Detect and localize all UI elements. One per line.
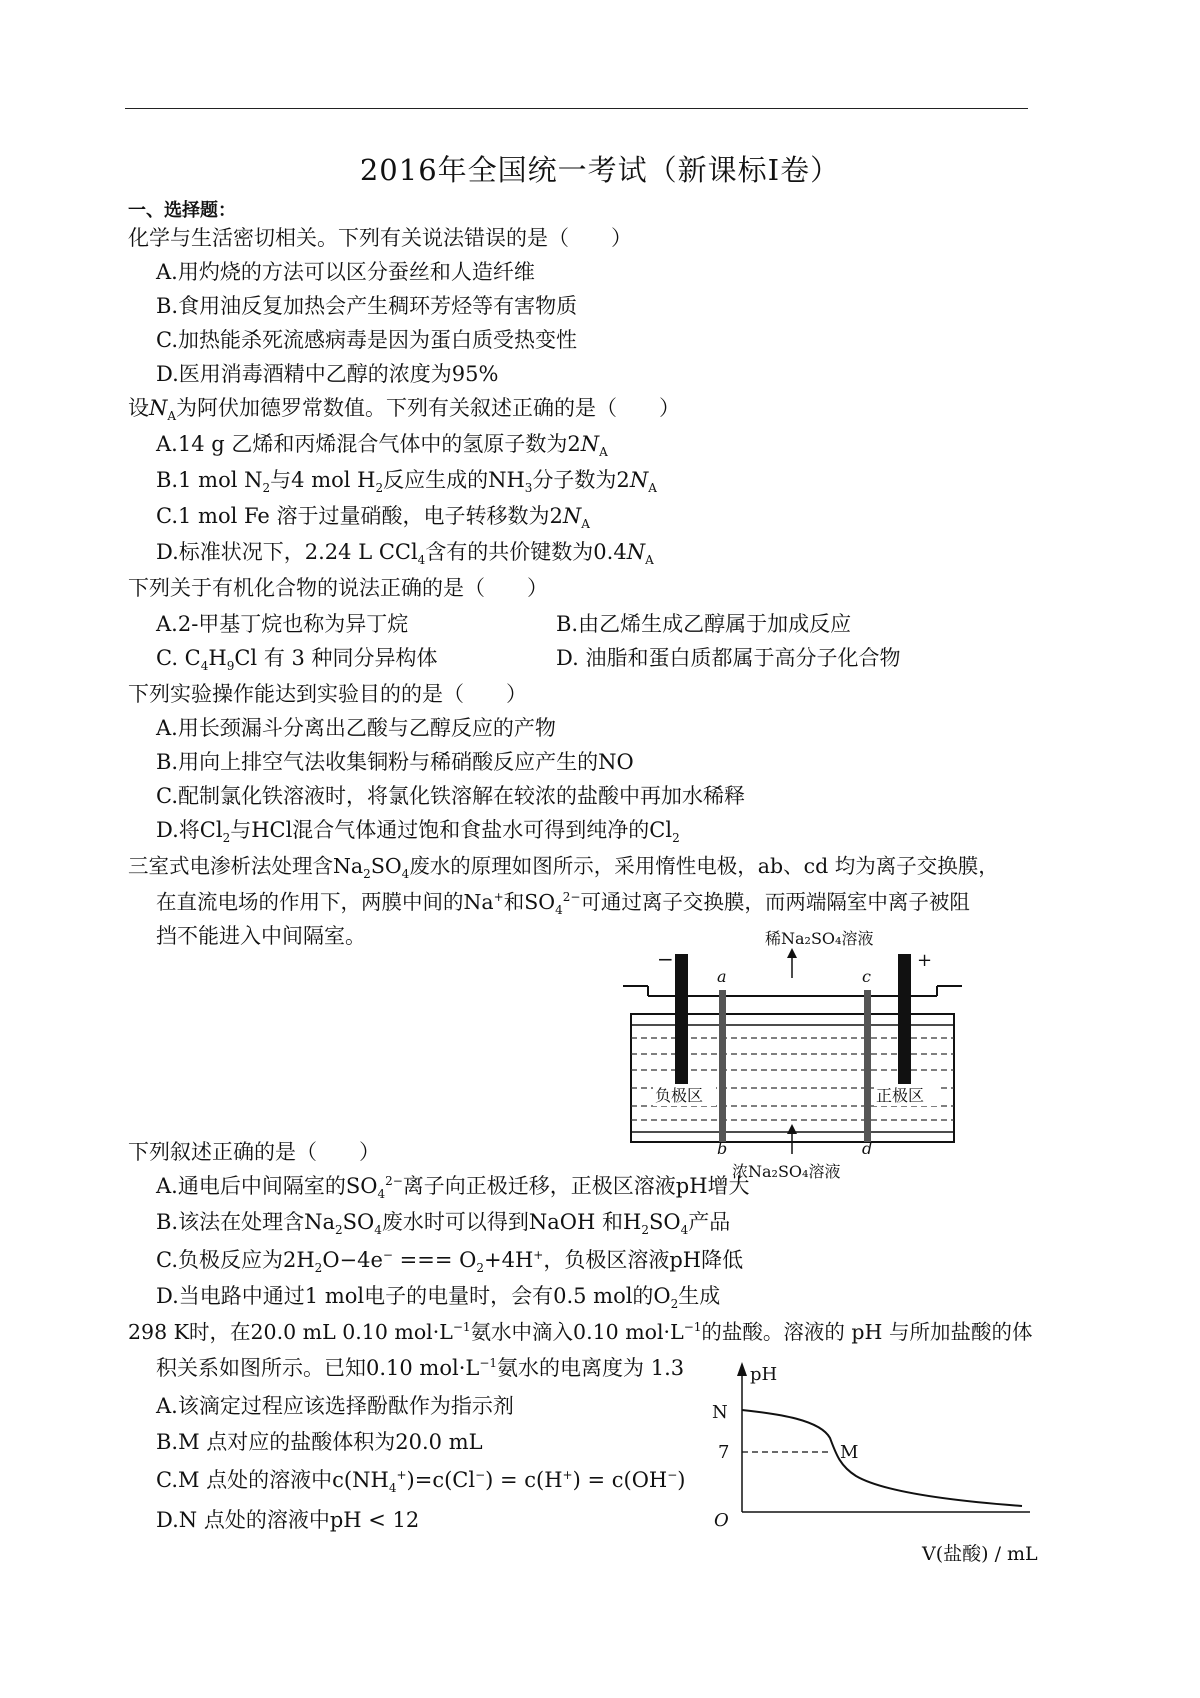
- q2-stem: 设$N_A$为阿伏加德罗常数值。下列有关叙述正确的是（ ）: [128, 396, 681, 424]
- membrane-b-label: b: [717, 1139, 728, 1156]
- top-rule: [125, 108, 1028, 109]
- page-title: 2016年全国统一考试（新课标I卷）: [359, 153, 841, 187]
- q6-option-c: C.M 点处的溶液中$c(NH_4^+)=c(Cl^-) = c(H^+) = c(OH^-)$: [156, 1468, 686, 1496]
- q3-option-c: C. $C_4H_9Cl$ 有 3 种同分异构体: [156, 646, 438, 674]
- x-axis-label: V(盐酸) / mL: [922, 1543, 1038, 1565]
- q6-stem-line2: 积关系如图所示。已知0.10 $mol\cdot L^{-1}$氨水的电离度为 1.3: [156, 1356, 685, 1380]
- q5-option-c: C.负极反应为$2H_2O-4e^-$ === $O_2+4H^+$，负极区溶液pH降低: [156, 1248, 744, 1276]
- q4-option-b: B.用向上排空气法收集铜粉与稀硝酸反应产生的NO: [156, 750, 634, 774]
- titration-graph: [700, 1358, 1060, 1558]
- n-point-label: N: [712, 1402, 728, 1423]
- q1-option-d: D.医用消毒酒精中乙醇的浓度为95%: [156, 362, 499, 386]
- titration-curve: [742, 1410, 1022, 1506]
- diagram-top-label: 稀Na₂SO₄溶液: [765, 929, 874, 948]
- q3-option-b: B.由乙烯生成乙醇属于加成反应: [556, 612, 852, 636]
- q1-stem: 化学与生活密切相关。下列有关说法错误的是（ ）: [128, 226, 632, 250]
- q5-option-d: D.当电路中通过1 mol电子的电量时，会有0.5 mol的$O_2$生成: [156, 1284, 721, 1312]
- q5-option-a: A.通电后中间隔室的$SO_4^{2-}$离子向正极迁移，正极区溶液pH增大: [156, 1174, 750, 1202]
- q5-stem-line1: 三室式电渗析法处理含$Na_2SO_4$废水的原理如图所示，采用惰性电极，ab、cd 均为离子交换膜，: [128, 854, 999, 882]
- q5-stem-line3: 挡不能进入中间隔室。: [156, 924, 366, 948]
- membrane-c-label: c: [862, 967, 871, 986]
- q4-option-d: D.将$Cl_2$与HCl混合气体通过饱和食盐水可得到纯净的$Cl_2$: [156, 818, 680, 846]
- origin-label: O: [714, 1510, 729, 1531]
- q4-stem: 下列实验操作能达到实验目的的是（ ）: [128, 682, 527, 706]
- q2-option-a: A.14 g 乙烯和丙烯混合气体中的氢原子数为$2N_A$: [156, 432, 608, 460]
- diagram-plus-sign: +: [917, 950, 933, 971]
- positive-zone-label: 正极区: [876, 1086, 925, 1105]
- q6-option-a: A.该滴定过程应该选择酚酞作为指示剂: [156, 1394, 514, 1418]
- electrodialysis-diagram: [615, 928, 970, 1156]
- membrane-a-label: a: [717, 967, 727, 986]
- diagram-minus-sign: −: [657, 947, 674, 971]
- q2-option-c: C.1 mol Fe 溶于过量硝酸，电子转移数为$2N_A$: [156, 504, 590, 532]
- q3-stem: 下列关于有机化合物的说法正确的是（ ）: [128, 576, 548, 600]
- q6-stem-line1: 298 K时，在20.0 mL 0.10 $mol\cdot L^{-1}$氨水中滴入0.10 $mol\cdot L^{-1}$的盐酸。溶液的 pH 与所加盐酸的体: [128, 1320, 1033, 1344]
- q5-ask: 下列叙述正确的是（ ）: [128, 1140, 380, 1164]
- section-heading: 一、选择题：: [128, 200, 236, 221]
- q5-option-b: B.该法在处理含$Na_2SO_4$废水时可以得到NaOH 和$H_2SO_4$产品: [156, 1210, 731, 1238]
- q6-option-d: D.N 点处的溶液中pH < 12: [156, 1508, 420, 1532]
- m-point-label: M: [840, 1442, 859, 1463]
- negative-zone-label: 负极区: [655, 1086, 704, 1105]
- q1-option-b: B.食用油反复加热会产生稠环芳烃等有害物质: [156, 294, 578, 318]
- q6-option-b: B.M 点对应的盐酸体积为20.0 mL: [156, 1430, 483, 1454]
- q5-stem-line2: 在直流电场的作用下，两膜中间的Na+和$SO_4^{2-}$可通过离子交换膜，而两端隔室中离子被阻: [156, 890, 970, 918]
- q4-option-c: C.配制氯化铁溶液时，将氯化铁溶解在较浓的盐酸中再加水稀释: [156, 784, 745, 808]
- y-axis-label: pH: [750, 1364, 778, 1385]
- q1-option-c: C.加热能杀死流感病毒是因为蛋白质受热变性: [156, 328, 577, 352]
- q2-option-b: B.1 mol $N_2$与4 mol $H_2$反应生成的$NH_3$分子数为$2N_A$: [156, 468, 657, 496]
- membrane-d-label: d: [862, 1139, 873, 1156]
- q3-option-d: D. 油脂和蛋白质都属于高分子化合物: [556, 646, 901, 670]
- q1-option-a: A.用灼烧的方法可以区分蚕丝和人造纤维: [156, 260, 535, 284]
- q2-option-d: D.标准状况下，2.24 L CCl$_4$含有的共价键数为$0.4N_A$: [156, 540, 654, 568]
- ph7-tick-label: 7: [718, 1442, 730, 1463]
- q4-option-a: A.用长颈漏斗分离出乙酸与乙醇反应的产物: [156, 716, 556, 740]
- diagram-bottom-label: 浓Na₂SO₄溶液: [732, 1162, 841, 1181]
- q3-option-a: A.2-甲基丁烷也称为异丁烷: [156, 612, 409, 636]
